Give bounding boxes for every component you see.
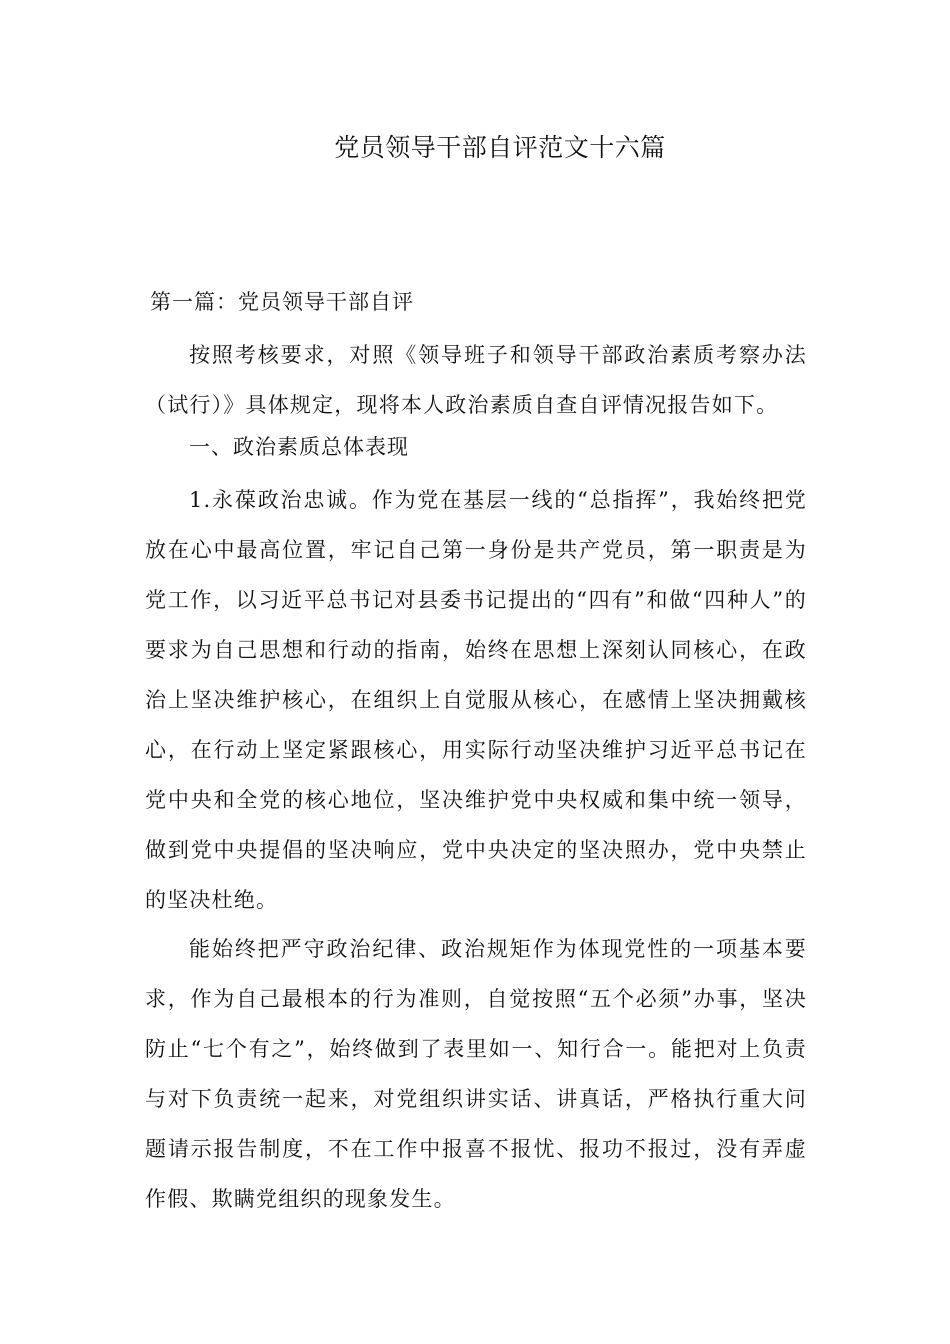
chapter-heading: 第一篇：党员领导干部自评: [150, 290, 414, 314]
intro-paragraph: 按照考核要求，对照《领导班子和领导干部政治素质考察办法（试行）》具体规定，现将本人政治素质自查自评情况报告如下。: [145, 343, 807, 417]
section-heading: 一、政治素质总体表现: [189, 435, 409, 459]
body-paragraph-2: 能始终把严守政治纪律、政治规矩作为体现党性的一项基本要求，作为自己最根本的行为准则，自觉按照“五个必须”办事，坚决防止“七个有之”，始终做到了表里如一、知行合一。能把对上负责与对下负责统一起来，对党组织讲实话、讲真话，严格执行重大问题请示报告制度，不在工作中报喜不报忧、报功不报过，没有弄虚作假、欺瞒党组织的现象发生。: [145, 937, 807, 1211]
body-paragraph-1: 1.永葆政治忠诚。作为党在基层一线的“总指挥”，我始终把党放在心中最高位置，牢记自己第一身份是共产党员，第一职责是为党工作，以习近平总书记对县委书记提出的“四有”和做“四种人”的要求为自己思想和行动的指南，始终在思想上深刻认同核心，在政治上坚决维护核心，在组织上自觉服从核心，在感情上坚决拥戴核心，在行动上坚定紧跟核心，用实际行动坚决维护习近平总书记在党中央和全党的核心地位，坚决维护党中央权威和集中统一领导，做到党中央提倡的坚决响应，党中央决定的坚决照办，党中央禁止的坚决杜绝。: [145, 488, 807, 912]
document-title: 党员领导干部自评范文十六篇: [334, 133, 666, 162]
